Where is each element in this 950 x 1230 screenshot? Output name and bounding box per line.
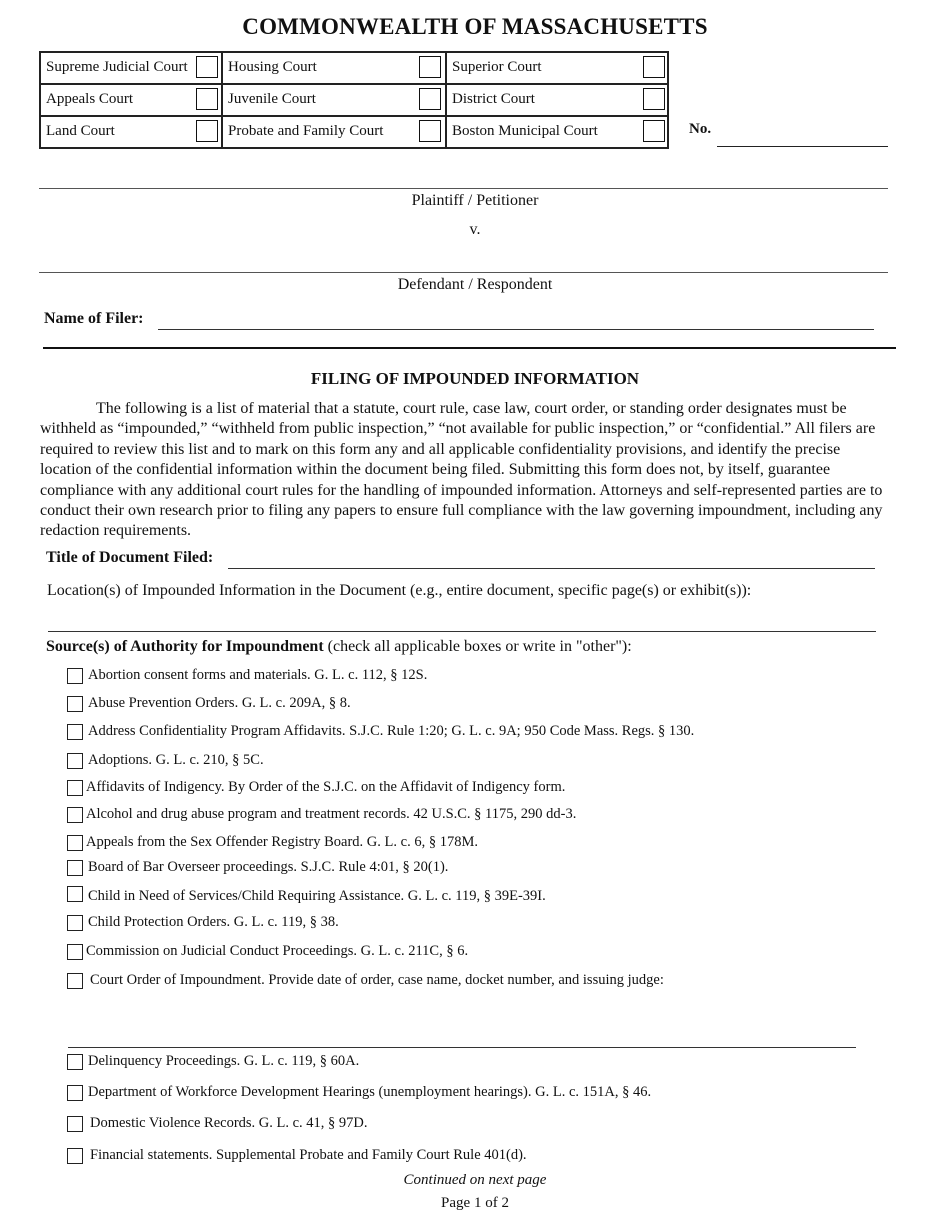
source-text: Adoptions. G. L. c. 210, § 5C. bbox=[88, 752, 264, 768]
court-label: District Court bbox=[452, 91, 535, 107]
source-text: Abortion consent forms and materials. G. L. c. 112, § 12S. bbox=[88, 667, 428, 683]
source-text: Financial statements. Supplemental Probate and Family Court Rule 401(d). bbox=[90, 1147, 527, 1163]
source-checkbox[interactable] bbox=[67, 973, 83, 989]
court-selection-table bbox=[39, 51, 669, 149]
court-label: Boston Municipal Court bbox=[452, 123, 598, 139]
court-cell-supreme-judicial bbox=[40, 52, 222, 84]
source-text: Board of Bar Overseer proceedings. S.J.C. Rule 4:01, § 20(1). bbox=[88, 859, 449, 875]
source-checkbox[interactable] bbox=[67, 696, 83, 712]
court-label: Housing Court bbox=[228, 59, 317, 75]
source-checkbox[interactable] bbox=[67, 780, 83, 796]
court-label: Appeals Court bbox=[46, 91, 134, 107]
source-text: Affidavits of Indigency. By Order of the S.J.C. on the Affidavit of Indigency form. bbox=[86, 779, 566, 795]
court-checkbox-boston-municipal[interactable] bbox=[643, 120, 665, 142]
source-checkbox[interactable] bbox=[67, 1148, 83, 1164]
court-cell-juvenile bbox=[222, 84, 446, 116]
source-text: Delinquency Proceedings. G. L. c. 119, § 60A. bbox=[88, 1053, 360, 1069]
source-checkbox[interactable] bbox=[67, 915, 83, 931]
court-cell-district bbox=[446, 84, 668, 116]
court-cell-appeals bbox=[40, 84, 222, 116]
court-label: Juvenile Court bbox=[228, 91, 316, 107]
name-of-filer-label: Name of Filer: bbox=[44, 310, 144, 327]
document-title-label: Title of Document Filed: bbox=[46, 549, 214, 566]
court-label: Probate and Family Court bbox=[228, 123, 384, 139]
court-checkbox-probate-family[interactable] bbox=[419, 120, 441, 142]
court-checkbox-land[interactable] bbox=[196, 120, 218, 142]
sources-heading bbox=[46, 638, 632, 656]
page-number: Page 1 of 2 bbox=[441, 1195, 509, 1211]
defendant-field[interactable] bbox=[39, 272, 888, 273]
court-cell-land bbox=[40, 116, 222, 148]
section-title: FILING OF IMPOUNDED INFORMATION bbox=[310, 369, 640, 388]
source-checkbox[interactable] bbox=[67, 1054, 83, 1070]
source-text: Alcohol and drug abuse program and treatment records. 42 U.S.C. § 1175, 290 dd-3. bbox=[86, 806, 577, 822]
court-checkbox-district[interactable] bbox=[643, 88, 665, 110]
name-of-filer-field[interactable] bbox=[158, 329, 874, 330]
court-label: Supreme Judicial Court bbox=[46, 59, 188, 75]
source-text: Department of Workforce Development Hearings (unemployment hearings). G. L. c. 151A, § 46. bbox=[88, 1084, 652, 1100]
source-text: Abuse Prevention Orders. G. L. c. 209A, § 8. bbox=[88, 695, 351, 711]
source-checkbox[interactable] bbox=[67, 1085, 83, 1101]
source-text: Domestic Violence Records. G. L. c. 41, § 97D. bbox=[90, 1115, 368, 1131]
source-text: Child Protection Orders. G. L. c. 119, § 38. bbox=[88, 914, 339, 930]
court-checkbox-superior[interactable] bbox=[643, 56, 665, 78]
location-field[interactable] bbox=[48, 631, 876, 632]
source-text: Appeals from the Sex Offender Registry Board. G. L. c. 6, § 178M. bbox=[86, 834, 478, 850]
court-checkbox-housing[interactable] bbox=[419, 56, 441, 78]
court-cell-housing bbox=[222, 52, 446, 84]
case-number-field[interactable] bbox=[717, 146, 888, 147]
court-checkbox-juvenile[interactable] bbox=[419, 88, 441, 110]
court-checkbox-appeals[interactable] bbox=[196, 88, 218, 110]
court-cell-probate-family bbox=[222, 116, 446, 148]
source-checkbox[interactable] bbox=[67, 835, 83, 851]
section-divider bbox=[43, 347, 896, 349]
source-text: Child in Need of Services/Child Requiring Assistance. G. L. c. 119, § 39E-39I. bbox=[88, 888, 546, 904]
sources-heading-note: (check all applicable boxes or write in "other"): bbox=[323, 638, 632, 655]
defendant-label: Defendant / Respondent bbox=[397, 276, 553, 293]
source-checkbox[interactable] bbox=[67, 668, 83, 684]
court-order-details-field[interactable] bbox=[68, 1047, 856, 1048]
source-checkbox[interactable] bbox=[67, 753, 83, 769]
court-cell-boston-municipal bbox=[446, 116, 668, 148]
source-text: Commission on Judicial Conduct Proceedings. G. L. c. 211C, § 6. bbox=[86, 943, 469, 959]
sources-heading-bold: Source(s) of Authority for Impoundment bbox=[46, 638, 324, 655]
source-checkbox[interactable] bbox=[67, 886, 83, 902]
source-checkbox[interactable] bbox=[67, 944, 83, 960]
source-checkbox[interactable] bbox=[67, 807, 83, 823]
source-text: Court Order of Impoundment. Provide date of order, case name, docket number, and issuing judge: bbox=[90, 972, 664, 988]
versus-label: v. bbox=[469, 221, 481, 238]
intro-paragraph: The following is a list of material that a statute, court rule, case law, court order, or standing order designates must be withheld as “impounded,” “withheld from public inspection,” “not available for public inspection,” or “confidential.” All filers are required to review this list and to mark on this form any and all applicable confidentiality provisions, and identify the precise location of the confidential information within the document being filed. Submitting this form does not, by itself, guarantee compliance with any additional court rules for the handling of impounded information. Attorneys and self-represented parties are to conduct their own research prior to filing any papers to ensure full compliance with the law governing impoundment, including any redaction requirements. bbox=[40, 400, 883, 540]
plaintiff-label: Plaintiff / Petitioner bbox=[411, 192, 539, 209]
source-text: Address Confidentiality Program Affidavits. S.J.C. Rule 1:20; G. L. c. 9A; 950 Code Mass. Regs. § 130. bbox=[88, 723, 695, 739]
source-checkbox[interactable] bbox=[67, 724, 83, 740]
court-label: Land Court bbox=[46, 123, 115, 139]
court-cell-superior bbox=[446, 52, 668, 84]
source-checkbox[interactable] bbox=[67, 860, 83, 876]
source-checkbox[interactable] bbox=[67, 1116, 83, 1132]
location-label: Location(s) of Impounded Information in the Document (e.g., entire document, specific page(s) or exhibit(s)): bbox=[47, 582, 752, 599]
page-title: COMMONWEALTH OF MASSACHUSETTS bbox=[242, 14, 708, 39]
case-number-label: No. bbox=[689, 121, 712, 137]
plaintiff-field[interactable] bbox=[39, 188, 888, 189]
continued-note: Continued on next page bbox=[403, 1172, 547, 1188]
court-checkbox-supreme-judicial[interactable] bbox=[196, 56, 218, 78]
document-title-field[interactable] bbox=[228, 568, 875, 569]
court-label: Superior Court bbox=[452, 59, 542, 75]
